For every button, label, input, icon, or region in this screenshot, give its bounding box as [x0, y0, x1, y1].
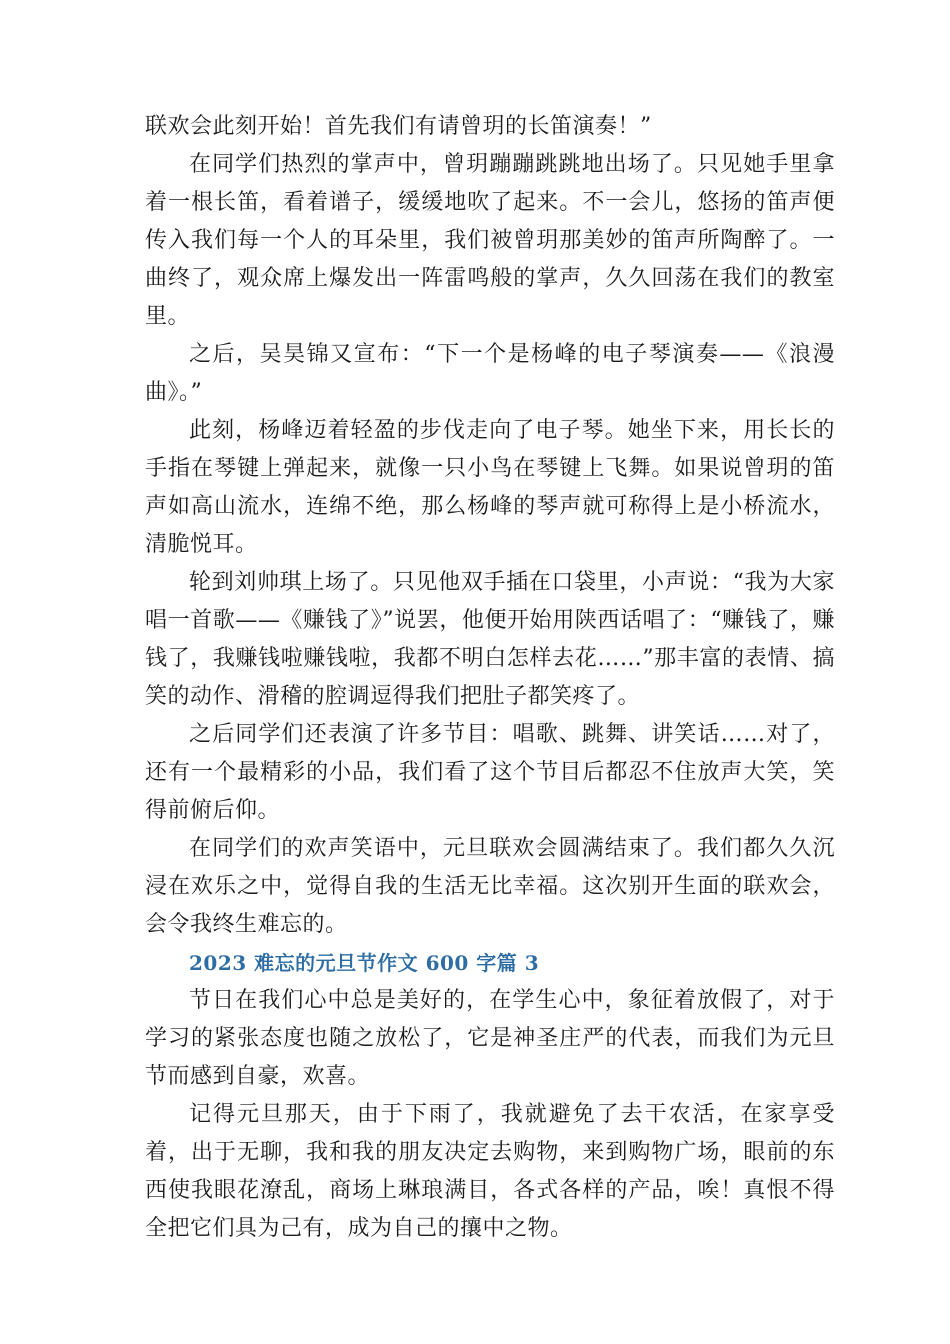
paragraph-9: 记得元旦那天，由于下雨了，我就避免了去干农活，在家享受着，出于无聊，我和我的朋友决定去购物，来到购物广场，眼前的东西使我眼花潦乱，商场上琳琅满目，各式各样的产品，唉！真恨不得全把它们具为己有，成为自己的攘中之物。: [145, 1102, 835, 1241]
paragraph-7: 在同学们的欢声笑语中，元旦联欢会圆满结束了。我们都久久沉浸在欢乐之中，觉得自我的生活无比幸福。这次别开生面的联欢会，会令我终生难忘的。: [145, 836, 835, 937]
paragraph-4: 此刻，杨峰迈着轻盈的步伐走向了电子琴。她坐下来，用长长的手指在琴键上弹起来，就像一只小鸟在琴键上飞舞。如果说曾玥的笛声如高山流水，连绵不绝，那么杨峰的琴声就可称得上是小桥流水，清脆悦耳。: [145, 418, 835, 557]
paragraph-1: 联欢会此刻开始！首先我们有请曾玥的长笛演奏！”: [145, 114, 652, 139]
paragraph-8: 节日在我们心中总是美好的，在学生心中，象征着放假了，对于学习的紧张态度也随之放松了，它是神圣庄严的代表，而我们为元旦节而感到自豪，欢喜。: [145, 988, 835, 1089]
paragraph-5: 轮到刘帅琪上场了。只见他双手插在口袋里，小声说：“我为大家唱一首歌——《赚钱了》”说罢，他便开始用陕西话唱了：“赚钱了，赚钱了，我赚钱啦赚钱啦，我都不明白怎样去花……”那丰富的表情、搞笑的动作、滑稽的腔调逗得我们把肚子都笑疼了。: [145, 570, 835, 709]
paragraph-6: 之后同学们还表演了许多节目：唱歌、跳舞、讲笑话……对了，还有一个最精彩的小品，我们看了这个节目后都忍不住放声大笑，笑得前俯后仰。: [145, 722, 835, 823]
document-page: [145, 108, 835, 1248]
section-heading: 2023 难忘的元旦节作文 600 字篇 3: [189, 951, 540, 975]
paragraph-2: 在同学们热烈的掌声中，曾玥蹦蹦跳跳地出场了。只见她手里拿着一根长笛，看着谱子，缓缓地吹了起来。不一会儿，悠扬的笛声便传入我们每一个人的耳朵里，我们被曾玥那美妙的笛声所陶醉了。一曲终了，观众席上爆发出一阵雷鸣般的掌声，久久回荡在我们的教室里。: [145, 152, 835, 329]
paragraph-3: 之后，吴昊锦又宣布：“下一个是杨峰的电子琴演奏——《浪漫曲》。”: [145, 342, 835, 405]
